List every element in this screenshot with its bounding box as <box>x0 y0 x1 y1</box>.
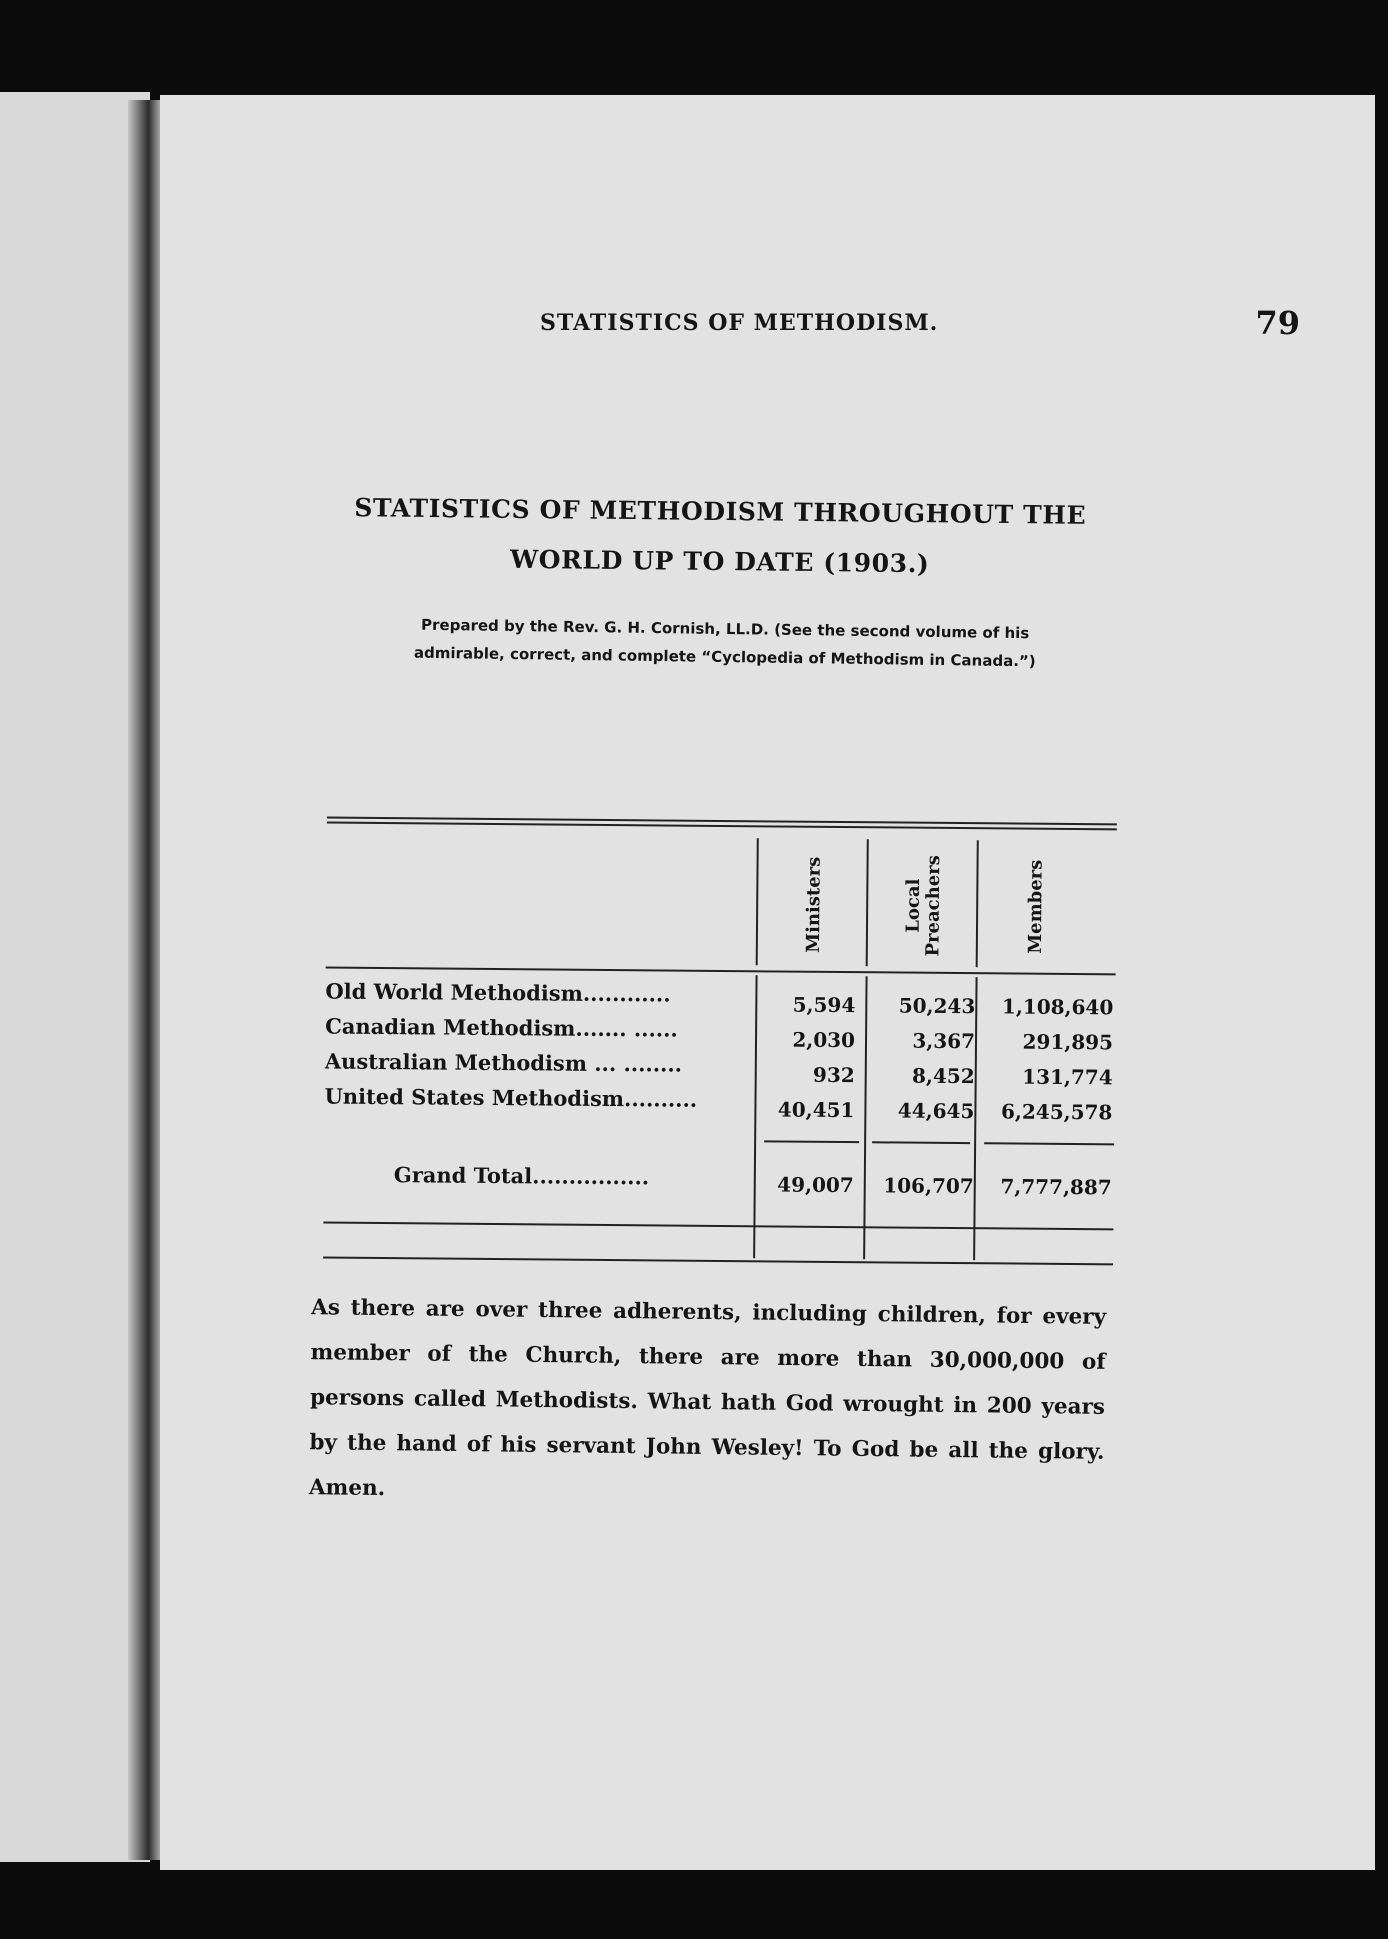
closing-paragraph: As there are over three adherents, including children, for every member of the Church, there are more than 30,000,000 of persons called Methodists. What hath God wrought in 200 years by the hand of his servant John Wesley! To God be all the glory. Amen. <box>308 1295 1107 1502</box>
row-label: Australian Methodism ... ........ <box>324 1048 683 1077</box>
running-head <box>540 304 1300 350</box>
table-end-rule <box>323 1257 1113 1266</box>
prepared-by-note <box>340 610 1111 677</box>
row-label: Old World Methodism............ <box>325 978 671 1007</box>
page-number: 79 <box>1255 304 1300 342</box>
members-total: 7,777,887 <box>1000 1174 1112 1200</box>
running-title: STATISTICS OF METHODISM. <box>540 310 939 336</box>
members-cell: 1,108,640 <box>1001 994 1114 1020</box>
row-label: United States Methodism.......... <box>324 1083 698 1112</box>
total-label: Grand Total................ <box>393 1162 650 1190</box>
members-cell: 131,774 <box>1022 1064 1113 1090</box>
column-header-local-preachers: Local Preachers <box>902 855 945 957</box>
ministers-cell: 40,451 <box>777 1097 855 1123</box>
local-preachers-total: 106,707 <box>883 1173 974 1199</box>
total-rule <box>872 1141 970 1144</box>
members-cell: 291,895 <box>1022 1029 1114 1055</box>
prepared-line-1: Prepared by the Rev. G. H. Cornish, LL.D. (See the second volume of his <box>420 615 1030 643</box>
title-line-2: WORLD UP TO DATE (1903.) <box>509 544 930 579</box>
local-preachers-cell: 3,367 <box>912 1028 976 1054</box>
header-divider <box>756 838 759 965</box>
total-rule <box>984 1142 1114 1145</box>
prepared-line-2: admirable, correct, and complete “Cyclopedia of Methodism in Canada.”) <box>413 643 1036 671</box>
page-title <box>339 483 1100 591</box>
body-divider <box>753 975 757 1258</box>
ministers-cell: 5,594 <box>792 992 856 1018</box>
statistics-table <box>323 817 1127 1269</box>
local-preachers-cell: 50,243 <box>898 993 976 1019</box>
column-header-ministers: Ministers <box>802 856 825 953</box>
local-preachers-cell: 44,645 <box>897 1098 975 1124</box>
ministers-cell: 2,030 <box>792 1027 856 1053</box>
book-page <box>160 95 1375 1870</box>
ministers-total: 49,007 <box>777 1172 854 1198</box>
local-preachers-cell: 8,452 <box>911 1063 975 1089</box>
title-line-1: STATISTICS OF METHODISM THROUGHOUT THE <box>354 493 1087 530</box>
body-divider <box>863 976 867 1259</box>
column-header-members: Members <box>1024 859 1047 954</box>
table-bottom-rule <box>323 1222 1113 1231</box>
book-spine <box>128 100 162 1860</box>
members-cell: 6,245,578 <box>1000 1099 1113 1125</box>
ministers-cell: 932 <box>812 1062 855 1088</box>
row-label: Canadian Methodism....... ...... <box>325 1013 678 1042</box>
total-rule <box>764 1140 859 1143</box>
